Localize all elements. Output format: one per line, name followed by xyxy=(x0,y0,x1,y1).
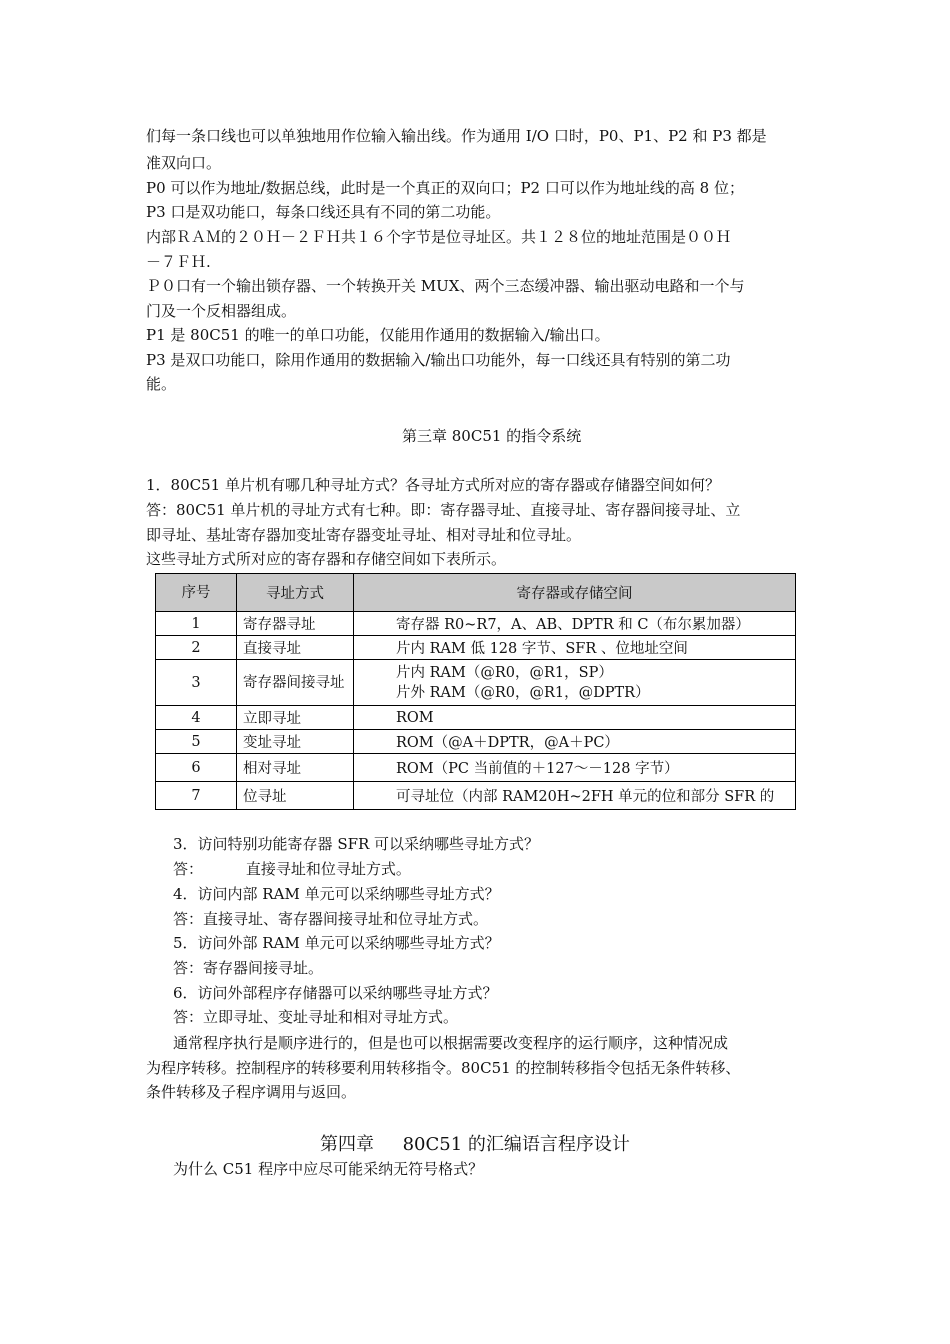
table-row xyxy=(156,636,796,660)
table-row xyxy=(156,612,796,636)
text-line: 内部ＲＡＭ的２０Ｈ－２ＦＨ共１６个字节是位寻址区。共１２８位的地址范围是００Ｈ xyxy=(146,228,732,246)
text-line: －７ＦＨ. xyxy=(146,253,211,271)
header-mode: 寻址方式 xyxy=(237,574,354,612)
answer-line: 这些寻址方式所对应的寄存器和存储空间如下表所示。 xyxy=(146,550,507,568)
text-line: 门及一个反相器组成。 xyxy=(146,302,297,320)
chapter-3-title: 第三章 80C51 的指令系统 xyxy=(402,427,582,445)
answer-line: 答：直接寻址、寄存器间接寻址和位寻址方式。 xyxy=(173,910,489,928)
row-no: 7 xyxy=(156,782,237,810)
answer-line: 答：寄存器间接寻址。 xyxy=(173,959,324,977)
row-space: 片内 RAM 低 128 字节、SFR 、位地址空间 xyxy=(354,636,796,660)
text-line: P1 是 80C51 的唯一的单口功能，仅能用作通用的数据输入/输出口。 xyxy=(146,326,610,344)
text-line: P3 口是双功能口，每条口线还具有不同的第二功能。 xyxy=(146,203,501,221)
text-line: P3 是双口功能口，除用作通用的数据输入/输出口功能外，每一口线还具有特别的第二功 xyxy=(146,351,731,369)
answer-line: 即寻址、基址寄存器加变址寄存器变址寻址、相对寻址和位寻址。 xyxy=(146,526,582,544)
text-line: Ｐ０口有一个输出锁存器、一个转换开关 MUX、两个三态缓冲器、输出驱动电路和一个与 xyxy=(146,277,745,295)
header-no: 序号 xyxy=(156,574,237,612)
row-space-line: 片外 RAM（@R0，@R1，@DPTR） xyxy=(396,684,650,701)
row-mode: 位寻址 xyxy=(237,782,354,810)
row-space: ROM（PC 当前值的＋127～－128 字节） xyxy=(354,754,796,782)
row-space: ROM（@A＋DPTR，@A＋PC） xyxy=(354,730,796,754)
row-no: 6 xyxy=(156,754,237,782)
question-line: 4．访问内部 RAM 单元可以采纳哪些寻址方式？ xyxy=(173,885,500,903)
table-row xyxy=(156,782,796,810)
table-row xyxy=(156,706,796,730)
chapter-4-title: 第四章 80C51 的汇编语言程序设计 xyxy=(320,1134,630,1155)
row-no: 1 xyxy=(156,612,237,636)
text-line: 条件转移及子程序调用与返回。 xyxy=(146,1083,357,1101)
text-line: 们每一条口线也可以单独地用作位输入输出线。作为通用 I/O 口时，P0、P1、P2 和 P3 都是 xyxy=(146,127,767,145)
row-space xyxy=(354,660,796,706)
row-mode: 立即寻址 xyxy=(237,706,354,730)
row-no: 3 xyxy=(156,660,237,706)
row-mode: 寄存器寻址 xyxy=(237,612,354,636)
answer-line: 答：80C51 单片机的寻址方式有七种。即：寄存器寻址、直接寻址、寄存器间接寻址、立 xyxy=(146,501,741,519)
question-line: 1．80C51 单片机有哪几种寻址方式？各寻址方式所对应的寄存器或存储器空间如何？ xyxy=(146,476,720,494)
text-line: 为程序转移。控制程序的转移要利用转移指令。80C51 的控制转移指令包括无条件转移、 xyxy=(146,1059,741,1077)
text-line: 通常程序执行是顺序进行的，但是也可以根据需要改变程序的运行顺序，这种情况成 xyxy=(173,1034,729,1052)
table-row xyxy=(156,730,796,754)
addressing-mode-table xyxy=(155,573,796,810)
row-mode: 直接寻址 xyxy=(237,636,354,660)
question-line: 为什么 C51 程序中应尽可能采纳无符号格式？ xyxy=(173,1160,484,1178)
answer-line: 答：立即寻址、变址寻址和相对寻址方式。 xyxy=(173,1008,459,1026)
table-header-row xyxy=(156,574,796,612)
table-row xyxy=(156,754,796,782)
question-line: 3．访问特别功能寄存器 SFR 可以采纳哪些寻址方式？ xyxy=(173,835,540,853)
question-line: 5．访问外部 RAM 单元可以采纳哪些寻址方式？ xyxy=(173,934,500,952)
text-line: 能。 xyxy=(146,375,177,393)
question-line: 6．访问外部程序存储器可以采纳哪些寻址方式？ xyxy=(173,984,498,1002)
text-line: 准双向口。 xyxy=(146,154,222,172)
row-space: 寄存器 R0~R7，A、AB、DPTR 和 C（布尔累加器） xyxy=(354,612,796,636)
header-space: 寄存器或存储空间 xyxy=(354,574,796,612)
row-mode: 变址寻址 xyxy=(237,730,354,754)
row-space: ROM xyxy=(354,706,796,730)
row-space-line: 片内 RAM（@R0，@R1，SP） xyxy=(396,664,613,681)
row-mode: 寄存器间接寻址 xyxy=(237,660,354,706)
row-no: 2 xyxy=(156,636,237,660)
row-no: 5 xyxy=(156,730,237,754)
row-space: 可寻址位（内部 RAM20H~2FH 单元的位和部分 SFR 的 xyxy=(354,782,796,810)
answer-line: 答： 直接寻址和位寻址方式。 xyxy=(173,860,411,878)
table-row xyxy=(156,660,796,706)
text-line: P0 可以作为地址/数据总线，此时是一个真正的双向口；P2 口可以作为地址线的高 8 位； xyxy=(146,179,744,197)
row-mode: 相对寻址 xyxy=(237,754,354,782)
row-no: 4 xyxy=(156,706,237,730)
